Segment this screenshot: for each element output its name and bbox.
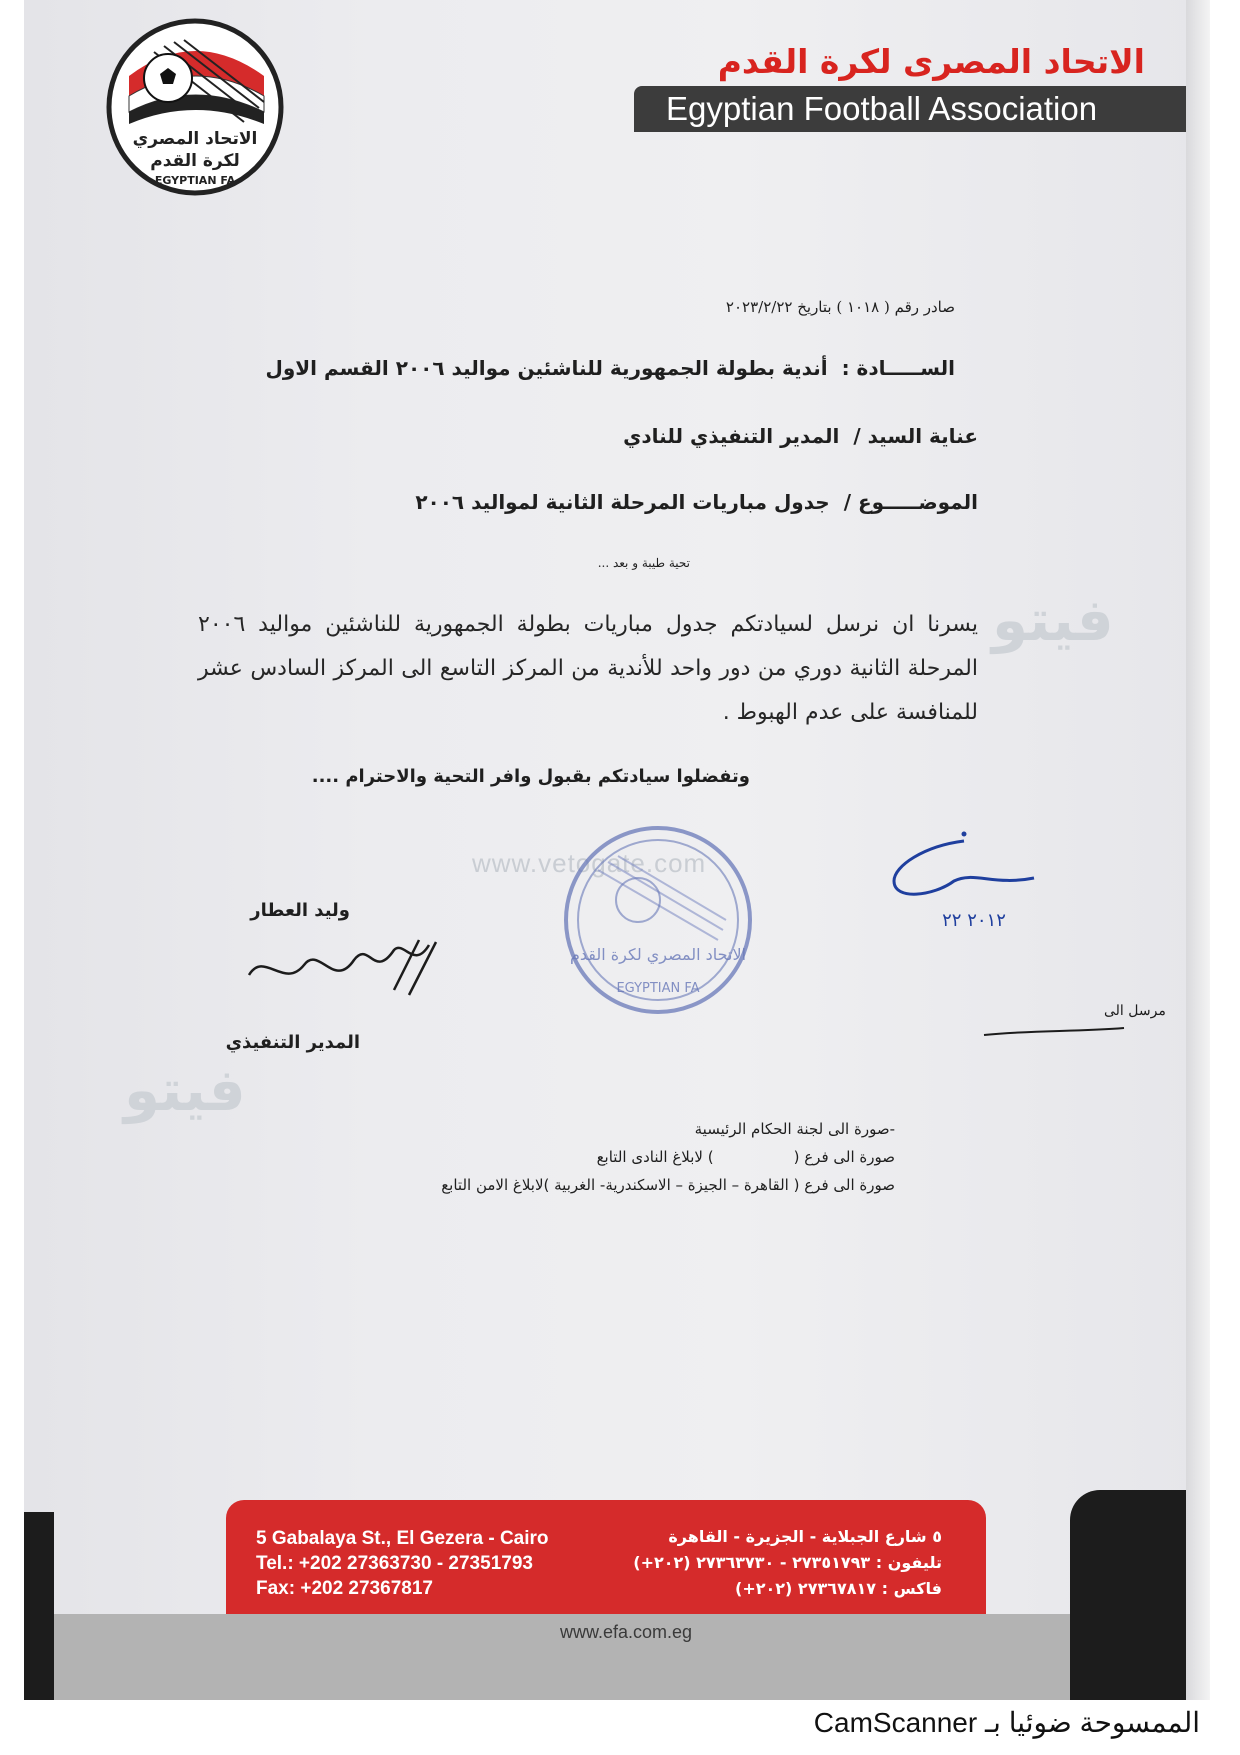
attention-value: المدير التنفيذي للنادي	[623, 424, 840, 448]
efa-logo	[104, 16, 286, 198]
footer-black-band-left	[24, 1512, 54, 1700]
body-paragraph: يسرنا ان نرسل لسيادتكم جدول مباريات بطولة الجمهورية للناشئين مواليد ٢٠٠٦ المرحلة الثانية دوري من دور واحد للأندية من المركز التاسع الى المركز السادس عشر للمنافسة على عدم الهبوط .	[198, 612, 978, 725]
handwritten-note-2	[984, 990, 1166, 1050]
footer-tel-en: Tel.: +202 27363730 - 27351793	[256, 1553, 533, 1574]
subject-value: جدول مباريات المرحلة الثانية لمواليد ٢٠٠٦	[415, 490, 830, 514]
handwritten-note-1	[884, 826, 1064, 936]
cc-line-3: صورة الى فرع ( القاهرة – الجيزة – الاسكندرية- الغربية )لابلاغ الامن التابع	[441, 1176, 895, 1194]
footer-address-ar: ٥ شارع الجبلاية - الجزيرة - القاهرة	[668, 1527, 942, 1546]
attention-label: عناية السيد /	[853, 424, 978, 448]
camscanner-caption: الممسوحة ضوئيا بـ CamScanner	[813, 1707, 1200, 1738]
vetogate-watermark-logo-2: فيتو	[124, 1056, 246, 1124]
subject-line	[415, 490, 978, 514]
vetogate-watermark-logo: فيتو	[992, 586, 1114, 654]
greeting: تحية طيبة و بعد ...	[597, 556, 690, 570]
cc-line-2-start: صورة الى فرع (	[793, 1148, 895, 1166]
stamp-text-en: EGYPTIAN FA	[616, 981, 700, 996]
footer-fax-ar: فاكس : ٢٧٣٦٧٨١٧ (٢٠٢+)	[735, 1579, 942, 1598]
footer-address-en: 5 Gabalaya St., El Gezera - Cairo	[256, 1528, 549, 1549]
addressee-value: أندية بطولة الجمهورية للناشئين مواليد ٢٠٠٦ القسم الاول	[265, 356, 828, 380]
cc-line-1: -صورة الى لجنة الحكام الرئيسية	[694, 1120, 895, 1138]
footer-contact-en	[256, 1526, 549, 1601]
cc-line-2-end: ) لابلاغ النادى التابع	[596, 1148, 714, 1166]
org-name-en: Egyptian Football Association	[666, 90, 1098, 127]
addressee-label: الســـــادة :	[841, 356, 955, 380]
vetogate-watermark-url: www.vetogate.com	[472, 848, 707, 878]
subject-label: الموضـــــوع /	[843, 490, 978, 514]
closing-line: وتفضلوا سيادتكم بقبول وافر التحية والاحترام ....	[311, 766, 750, 787]
paper-edge	[1186, 0, 1210, 1700]
official-stamp	[558, 820, 758, 1020]
footer-contact-ar	[633, 1524, 942, 1602]
logo-text-en: EGYPTIAN FA	[154, 174, 236, 187]
org-name-ar: الاتحاد المصرى لكرة القدم	[717, 42, 1145, 81]
footer-tel-ar: تليفون : ٢٧٣٥١٧٩٣ - ٢٧٣٦٣٧٣٠ (٢٠٢+)	[633, 1553, 942, 1572]
director-signature	[244, 920, 444, 1010]
footer-website: www.efa.com.eg	[560, 1622, 693, 1642]
letter-page	[24, 0, 1210, 1700]
footer-fax-en: Fax: +202 27367817	[256, 1578, 433, 1599]
logo-text-ar-1: الاتحاد المصري	[132, 129, 258, 149]
logo-text-ar-2: لكرة القدم	[150, 151, 240, 171]
handwritten-note-1-text: ٢٠١٢ ٢٢	[942, 910, 1006, 931]
addressee-line	[266, 356, 956, 380]
issue-number-line: صادر رقم ( ١٠١٨ ) بتاريخ ٢٠٢٣/٢/٢٢	[725, 298, 955, 316]
signer-name: وليد العطار	[250, 900, 350, 921]
attention-line	[623, 424, 978, 448]
signer-title: المدير التنفيذي	[225, 1032, 360, 1053]
stamp-text-ar: الاتحاد المصري لكرة القدم	[569, 945, 747, 964]
handwritten-note-2-text: مرسل الى	[1104, 1003, 1166, 1019]
cc-line-2	[597, 1148, 895, 1166]
